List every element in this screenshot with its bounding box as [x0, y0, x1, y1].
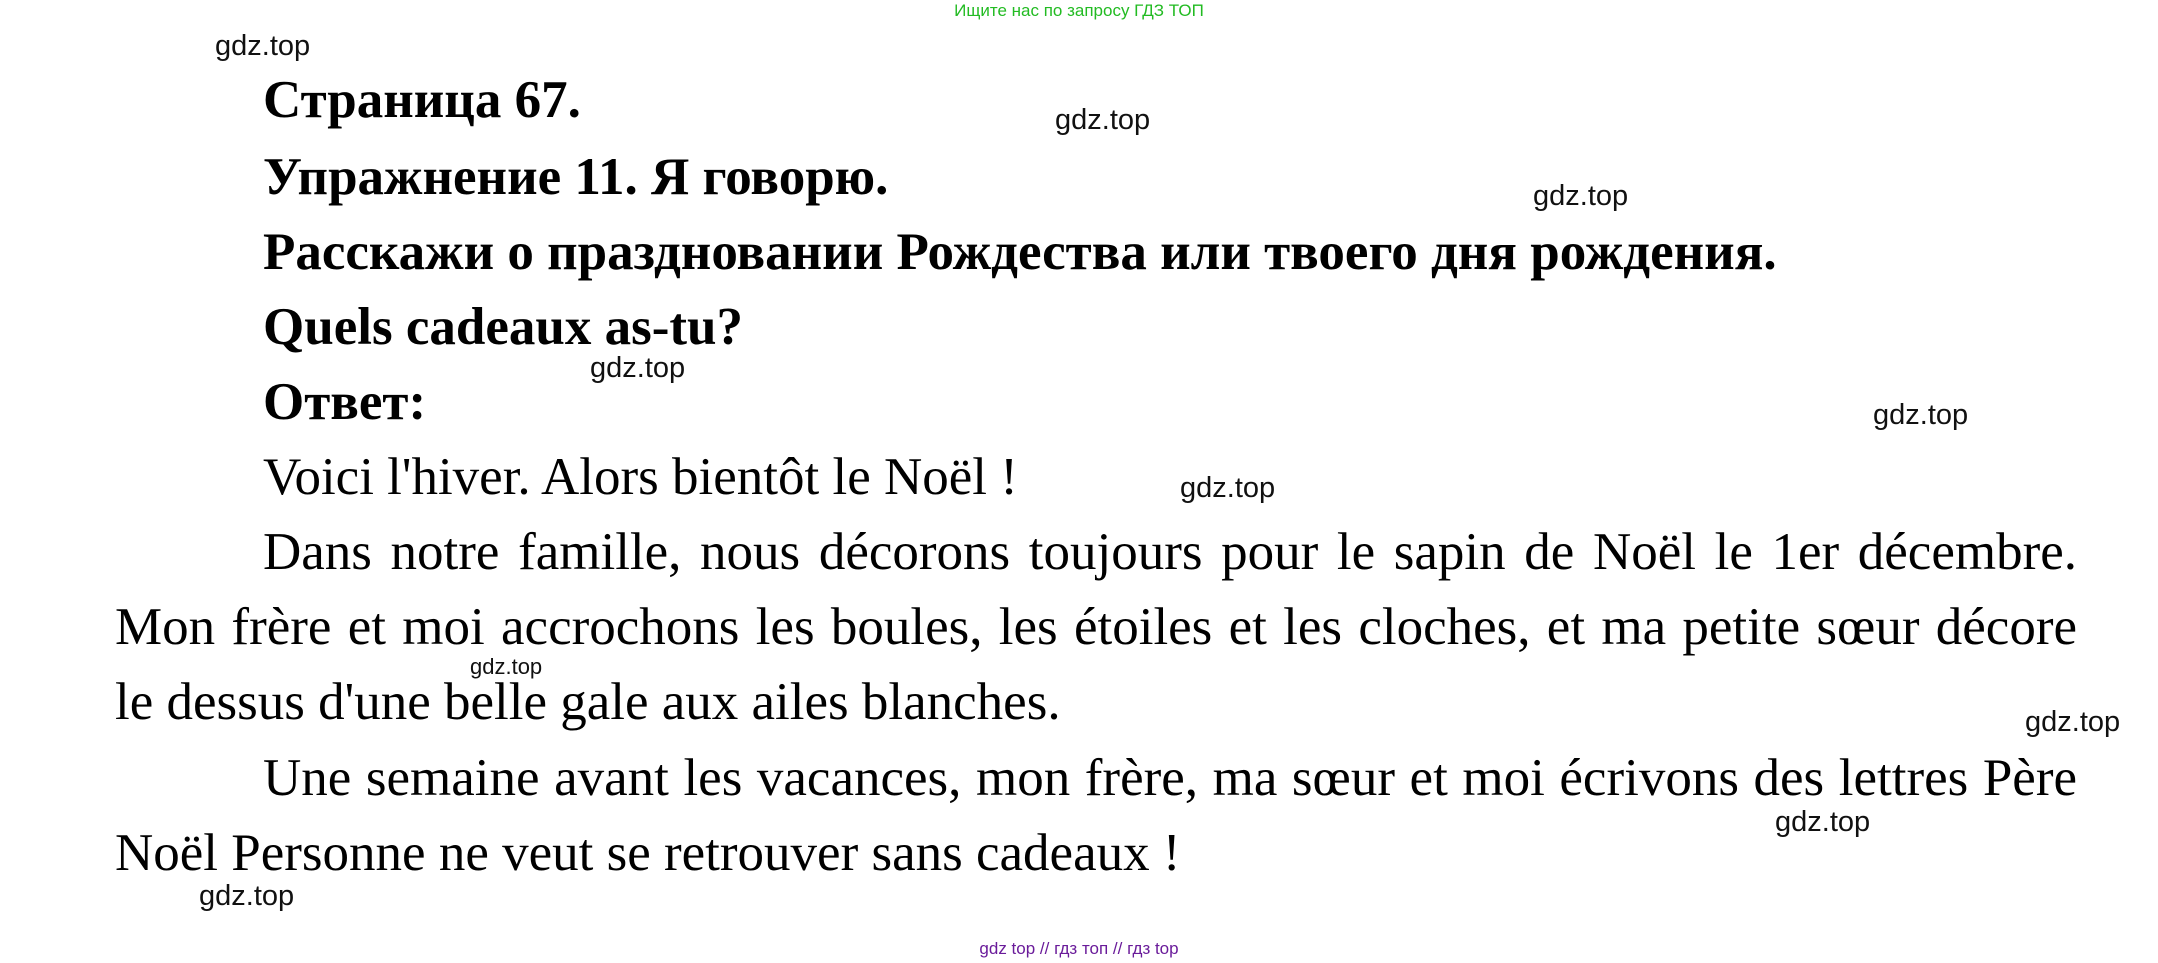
watermark: gdz.top — [2025, 706, 2121, 738]
top-banner: Ищите нас по запросу ГДЗ ТОП — [954, 1, 1204, 20]
watermark: gdz.top — [215, 30, 311, 62]
bottom-banner: gdz top // гдз топ // гдз top — [979, 939, 1179, 958]
watermark: gdz.top — [1055, 104, 1151, 136]
answer-label: Ответ: — [263, 373, 427, 431]
watermark: gdz.top — [1180, 472, 1276, 504]
watermark: gdz.top — [1775, 806, 1871, 838]
answer-line-1: Voici l'hiver. Alors bientôt le Noël ! — [263, 448, 1018, 506]
question-text: Quels cadeaux as-tu? — [263, 298, 743, 356]
watermark: gdz.top — [590, 352, 686, 384]
watermark: gdz.top — [1533, 180, 1629, 212]
watermark: gdz.top — [199, 880, 295, 912]
watermark: gdz.top — [1873, 399, 1969, 431]
exercise-title: Упражнение 11. Я говорю. — [263, 148, 889, 206]
task-text: Расскажи о праздновании Рождества или твоего дня рождения. — [263, 223, 1777, 281]
watermark: gdz.top — [470, 654, 543, 679]
answer-paragraph-1: Dans notre famille, nous décorons toujours pour le sapin de Noël le 1er décembre. Mon frère et moi accrochons les boules, les étoiles et les cloches, et ma petite sœur décore le dessus d'une belle gale aux ailes blanches. — [115, 523, 2077, 731]
answer-paragraph-2: Une semaine avant les vacances, mon frère, ma sœur et moi écrivons des lettres Père Noël Personne ne veut se retrouver sans cadeaux ! — [115, 749, 2077, 882]
page-title: Страница 67. — [263, 71, 581, 129]
